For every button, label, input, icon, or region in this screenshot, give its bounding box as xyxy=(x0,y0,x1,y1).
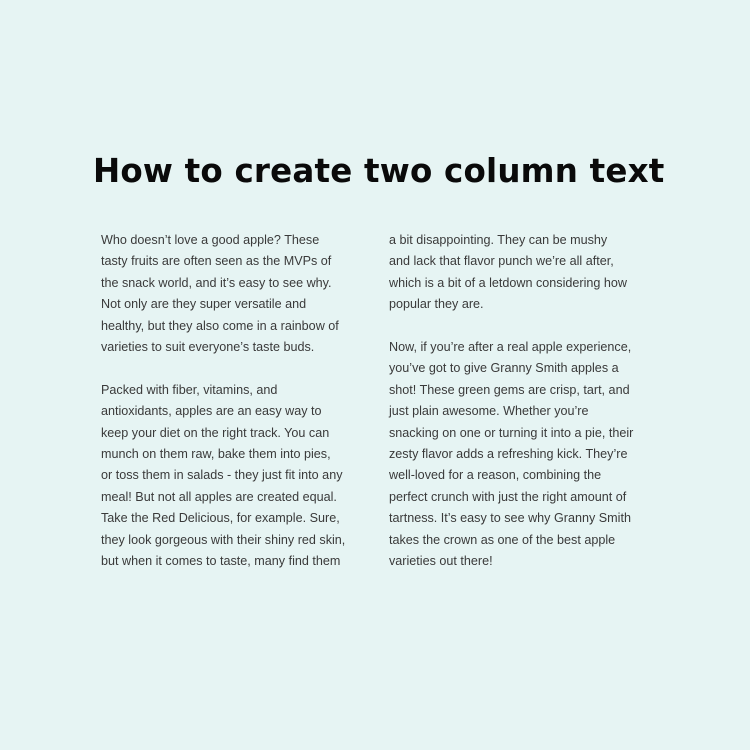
right-paragraph-2 xyxy=(389,337,661,572)
text-line: takes the crown as one of the best apple xyxy=(389,532,616,547)
text-line: Not only are they super versatile and xyxy=(101,297,307,312)
text-line: varieties to suit everyone’s taste buds. xyxy=(101,340,315,355)
text-line: popular they are. xyxy=(389,297,484,312)
text-line: munch on them raw, bake them into pies, xyxy=(101,447,331,462)
text-line: or toss them in salads - they just fit into any xyxy=(101,468,343,483)
paragraph-gap xyxy=(389,316,661,337)
text-line: which is a bit of a letdown considering how xyxy=(389,275,628,290)
text-line: tasty fruits are often seen as the MVPs of xyxy=(101,254,332,269)
text-line: antioxidants, apples are an easy way to xyxy=(101,404,322,419)
text-line: the snack world, and it’s easy to see why. xyxy=(101,275,332,290)
text-line: snacking on one or turning it into a pie, their xyxy=(389,425,634,440)
text-line: a bit disappointing. They can be mushy xyxy=(389,233,608,247)
right-paragraph-1 xyxy=(389,230,661,316)
paragraph-gap xyxy=(101,358,373,379)
text-line: you’ve got to give Granny Smith apples a xyxy=(389,361,619,376)
text-line: keep your diet on the right track. You can xyxy=(101,425,330,440)
text-line: tartness. It’s easy to see why Granny Smith xyxy=(389,511,631,526)
right-column xyxy=(389,230,661,572)
text-line: perfect crunch with just the right amount of xyxy=(389,489,627,504)
text-line: Who doesn’t love a good apple? These xyxy=(101,233,320,247)
page-title: How to create two column text xyxy=(93,152,665,190)
text-line: zesty flavor adds a refreshing kick. They’re xyxy=(389,447,628,462)
text-line: they look gorgeous with their shiny red skin, xyxy=(101,532,346,547)
text-line: varieties out there! xyxy=(389,554,493,569)
text-line: Packed with fiber, vitamins, and xyxy=(101,382,278,397)
text-line: Take the Red Delicious, for example. Sure, xyxy=(101,511,340,526)
text-line: just plain awesome. Whether you’re xyxy=(389,404,589,419)
text-line: but when it comes to taste, many find them xyxy=(101,554,341,569)
text-line: Now, if you’re after a real apple experience, xyxy=(389,340,632,355)
left-column xyxy=(101,230,373,572)
text-line: shot! These green gems are crisp, tart, and xyxy=(389,382,630,397)
text-line: well-loved for a reason, combining the xyxy=(389,468,602,483)
left-paragraph-1 xyxy=(101,230,373,358)
text-line: and lack that flavor punch we’re all after, xyxy=(389,254,614,269)
left-paragraph-2 xyxy=(101,380,373,573)
text-line: meal! But not all apples are created equal. xyxy=(101,489,337,504)
text-line: healthy, but they also come in a rainbow of xyxy=(101,318,339,333)
